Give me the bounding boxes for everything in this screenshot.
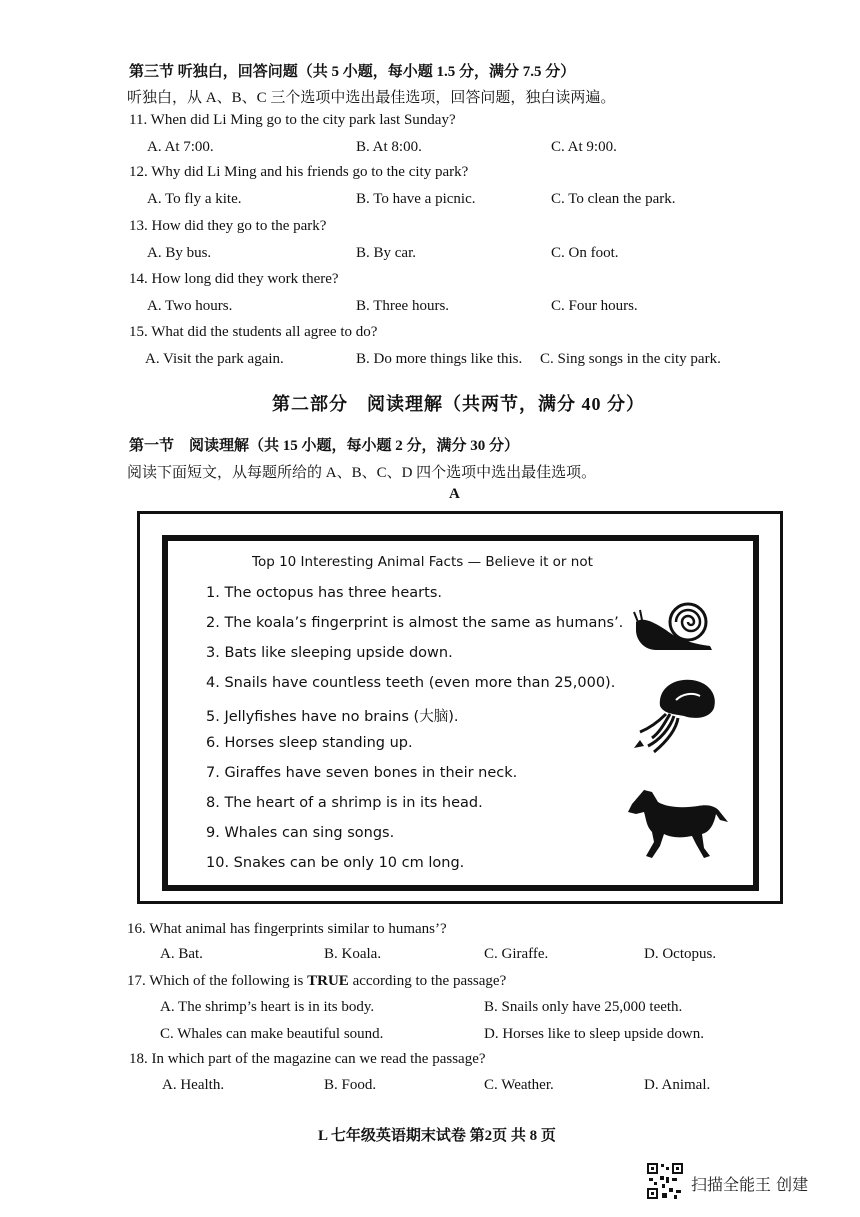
section-instruction: 听独白，从 A、B、C 三个选项中选出最佳选项，回答问题，独白读两遍。 — [127, 90, 616, 106]
question-text: 17. Which of the following is — [127, 973, 308, 989]
option-b: B. Food. — [324, 1077, 377, 1093]
section-instruction: 阅读下面短文，从每题所给的 A、B、C、D 四个选项中选出最佳选项。 — [127, 465, 597, 481]
fact-item: 1. The octopus has three hearts. — [206, 585, 442, 601]
fact-item: 6. Horses sleep standing up. — [206, 735, 413, 751]
part-title: 第二部分 阅读理解（共两节，满分 40 分） — [272, 394, 645, 414]
fact-item: 4. Snails have countless teeth (even more than 25,000). — [206, 675, 616, 691]
question-12: 12. Why did Li Ming and his friends go to the city park? — [129, 164, 469, 180]
emphasis-word: TRUE — [307, 973, 349, 989]
option-c: C. At 9:00. — [551, 139, 617, 155]
fact-item: 3. Bats like sleeping upside down. — [206, 645, 453, 661]
option-a: A. By bus. — [147, 245, 212, 261]
option-c: C. Giraffe. — [484, 946, 549, 962]
option-a: A. Bat. — [160, 946, 203, 962]
option-a: A. The shrimp’s heart is in its body. — [160, 999, 375, 1015]
option-c: C. Four hours. — [551, 298, 638, 314]
option-b: B. By car. — [356, 245, 416, 261]
option-c: C. To clean the park. — [551, 191, 676, 207]
option-b: B. Snails only have 25,000 teeth. — [484, 999, 683, 1015]
option-b: B. Koala. — [324, 946, 382, 962]
option-a: A. Health. — [162, 1077, 225, 1093]
jellyfish-icon — [630, 676, 720, 756]
option-b: B. At 8:00. — [356, 139, 422, 155]
page-footer: L 七年级英语期末试卷 第2页 共 8 页 — [318, 1128, 556, 1144]
option-c: C. Weather. — [484, 1077, 554, 1093]
option-d: D. Octopus. — [644, 946, 717, 962]
question-13: 13. How did they go to the park? — [129, 218, 327, 234]
question-17 — [127, 973, 506, 990]
option-d: D. Horses like to sleep upside down. — [484, 1026, 704, 1042]
option-a: A. At 7:00. — [147, 139, 214, 155]
section-heading: 第三节 听独白，回答问题（共 5 小题，每小题 1.5 分，满分 7.5 分） — [129, 64, 576, 80]
horse-icon — [624, 782, 730, 862]
fact-item: 5. Jellyfishes have no brains (大脑). — [206, 709, 459, 725]
option-a: A. Two hours. — [147, 298, 233, 314]
option-c: C. Sing songs in the city park. — [540, 351, 721, 367]
section-heading: 第一节 阅读理解（共 15 小题，每小题 2 分，满分 30 分） — [129, 438, 520, 454]
snail-icon — [632, 600, 714, 652]
qr-code-icon — [646, 1162, 684, 1200]
scanner-watermark: 扫描全能王 创建 — [691, 1175, 809, 1194]
fact-item: 10. Snakes can be only 10 cm long. — [206, 855, 465, 871]
option-c: C. Whales can make beautiful sound. — [160, 1026, 384, 1042]
option-b: B. To have a picnic. — [356, 191, 476, 207]
question-11: 11. When did Li Ming go to the city park last Sunday? — [129, 112, 456, 128]
option-b: B. Three hours. — [356, 298, 450, 314]
question-16: 16. What animal has fingerprints similar to humans’? — [127, 921, 447, 937]
fact-item: 8. The heart of a shrimp is in its head. — [206, 795, 483, 811]
fact-item: 9. Whales can sing songs. — [206, 825, 395, 841]
option-d: D. Animal. — [644, 1077, 711, 1093]
option-a: A. To fly a kite. — [147, 191, 242, 207]
question-14: 14. How long did they work there? — [129, 271, 339, 287]
question-18: 18. In which part of the magazine can we read the passage? — [129, 1051, 486, 1067]
option-b: B. Do more things like this. — [356, 351, 523, 367]
option-c: C. On foot. — [551, 245, 619, 261]
question-text: according to the passage? — [348, 973, 507, 989]
passage-label: A — [449, 486, 460, 502]
fact-item: 7. Giraffes have seven bones in their neck. — [206, 765, 518, 781]
option-a: A. Visit the park again. — [145, 351, 284, 367]
fact-item: 2. The koala’s fingerprint is almost the same as humans’. — [206, 615, 624, 631]
facts-title: Top 10 Interesting Animal Facts — Believe it or not — [252, 554, 593, 570]
question-15: 15. What did the students all agree to do? — [129, 324, 378, 340]
